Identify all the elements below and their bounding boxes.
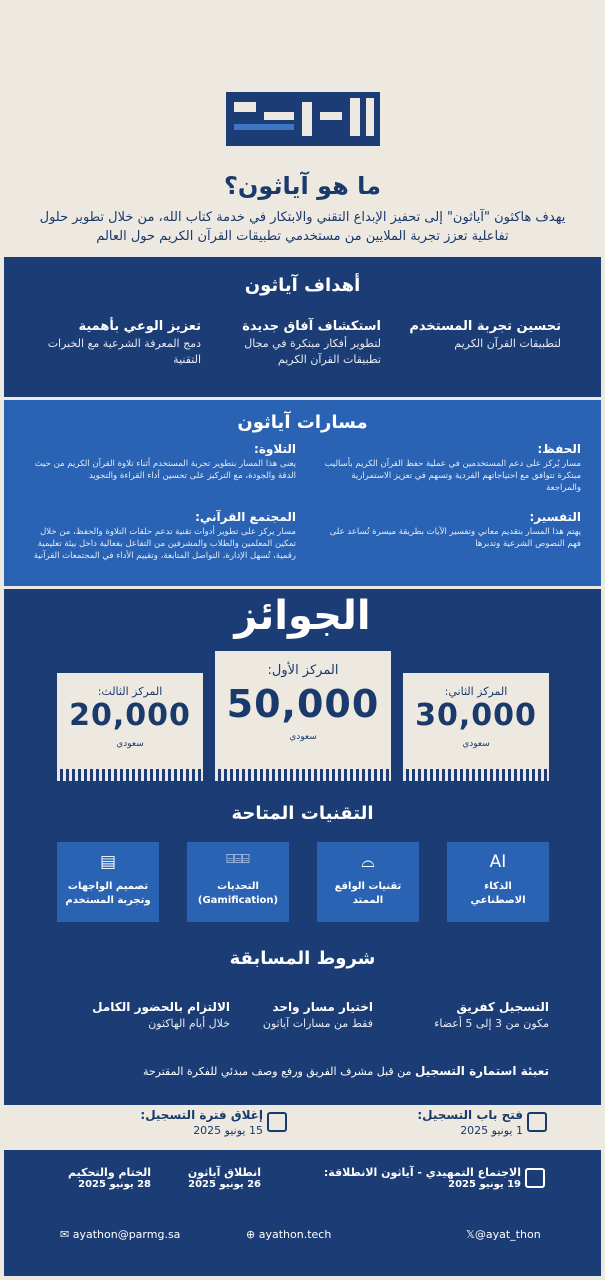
tech-label: تصميم الواجهات	[67, 881, 149, 892]
timeline-launch	[188, 1166, 261, 1190]
contact-email[interactable]	[60, 1228, 180, 1241]
tech-label: وتجربة المستخدم	[65, 895, 151, 906]
tech-label: الممتد	[352, 895, 384, 906]
hero-section	[0, 0, 605, 255]
tech-label: التحديات	[217, 881, 259, 892]
hero-description: يهدف هاكثون "آياثون" إلى تحفيز الإبداع التقني والابتكار في خدمة كتاب الله، من خلال تطوير حلول تفاعلية تعزز تجربة الملايين من مستخدمي تطبيقات القرآن الكريم حول العالم	[39, 210, 566, 244]
goal-item	[31, 319, 201, 368]
contact-website[interactable]	[246, 1228, 331, 1241]
registration-note	[49, 1064, 549, 1078]
email-text: ayathon@parmg.sa	[72, 1228, 181, 1241]
track-title: الحفظ:	[537, 442, 581, 456]
tech-label: تقنيات الواقع	[334, 881, 402, 892]
goal-item	[211, 319, 381, 368]
track-desc: يهتم هذا المسار بتقديم معاني وتفسير الآيات بطريقة ميسرة تُساعد على فهم النصوص الشرعية وتدبرها	[329, 527, 581, 549]
tracks-section	[4, 400, 601, 586]
goals-section	[4, 257, 601, 397]
calendar-icon	[267, 1112, 287, 1132]
condition-desc: خلال أيام الهاكثون	[148, 1017, 230, 1030]
prize-first-card	[215, 651, 391, 769]
track-desc: يعنى هذا المسار بتطوير تجربة المستخدم أثناء تلاوة القرآن الكريم من حيث الدقة والجودة، مع التركيز على تحسين أداء القراءة والتجويد	[34, 459, 296, 481]
registration-close-label: إغلاق فترة التسجيل:	[140, 1108, 263, 1122]
ayathon-logo	[224, 88, 382, 150]
tech-card-gamification	[187, 842, 289, 922]
globe-icon: ⊕	[246, 1228, 259, 1241]
mail-icon: ✉	[60, 1228, 73, 1241]
gamification-icon: ⌸⌸⌸	[226, 852, 250, 867]
goal-title: تعزيز الوعي بأهمية	[78, 319, 201, 334]
condition-title: الالتزام بالحضور الكامل	[92, 1000, 230, 1014]
track-item	[31, 442, 296, 482]
goals-title: أهداف آياثون	[244, 275, 361, 296]
prize-currency: سعودي	[289, 732, 317, 742]
track-item	[31, 510, 296, 562]
condition-desc: مكون من 3 إلى 5 أعضاء	[434, 1017, 549, 1030]
ux-design-icon: ▤	[99, 852, 117, 872]
tech-label: الذكاء	[484, 881, 512, 892]
timeline-launch-date: 26 يونيو 2025	[188, 1179, 261, 1190]
prize-amount: 30,000	[415, 698, 537, 733]
x-icon: 𝕏	[466, 1228, 475, 1241]
registration-close	[140, 1108, 263, 1137]
tech-label: الاصطناعي	[470, 895, 526, 906]
registration-open-date: 1 يونيو 2025	[460, 1124, 523, 1137]
contact-x[interactable]	[466, 1228, 541, 1241]
x-handle-text: @ayat_thon	[474, 1228, 541, 1241]
prize-rank: المركز الثاني:	[444, 685, 508, 698]
goal-desc: دمج المعرفة الشرعية مع الخبرات التقنية	[47, 337, 201, 366]
timeline-kickoff	[324, 1166, 521, 1190]
calendar-icon	[525, 1168, 545, 1188]
timeline-launch-label: انطلاق آياثون	[187, 1166, 261, 1179]
prize-currency: سعودي	[462, 739, 490, 749]
conditions-title: شروط المسابقة	[229, 948, 376, 969]
registration-close-date: 15 يونيو 2025	[193, 1124, 263, 1137]
timeline-closing	[68, 1166, 151, 1190]
technologies-title: التقنيات المتاحة	[231, 803, 374, 824]
timeline-kickoff-date: 19 يونيو 2025	[448, 1179, 521, 1190]
prize-third-card	[57, 673, 203, 769]
prizes-title: الجوائز	[234, 593, 371, 639]
track-title: التلاوة:	[254, 442, 296, 456]
website-text: ayathon.tech	[258, 1228, 332, 1241]
goal-title: تحسين تجربة المستخدم	[409, 319, 561, 334]
tech-card-ux	[57, 842, 159, 922]
goal-title: استكشاف آفاق جديدة	[242, 319, 381, 334]
condition-title: التسجيل كفريق	[456, 1000, 549, 1014]
ai-icon: AI	[489, 852, 507, 872]
track-desc: مسار يُركز على دعم المستخدمين في عملية حفظ القرآن الكريم بأساليب مبتكرة تتوافق مع احتياجاتهم الفردية وتسهم في تعزيز الاستمرارية والمراجعة	[324, 459, 581, 493]
timeline-closing-date: 28 يونيو 2025	[78, 1179, 151, 1190]
track-title: التفسير:	[529, 510, 581, 524]
condition-desc: فقط من مسارات آياثون	[262, 1017, 373, 1030]
goal-desc: لتطوير أفكار مبتكرة في مجال تطبيقات القرآن الكريم	[244, 337, 381, 366]
registration-note-rest: من قبل مشرف الفريق ورفع وصف مبدئي للفكرة المقترحة	[142, 1065, 415, 1078]
prize-amount: 20,000	[69, 698, 191, 733]
registration-note-bold: تعبئة استمارة التسجيل	[414, 1064, 549, 1078]
hero-title: ما هو آياثون؟	[224, 172, 381, 200]
tech-card-ai	[447, 842, 549, 922]
tech-label: (Gamification)	[197, 895, 279, 906]
track-item	[316, 442, 581, 494]
prize-rank: المركز الثالث:	[97, 685, 163, 698]
prize-pattern	[403, 769, 549, 781]
prize-amount: 50,000	[226, 682, 380, 726]
registration-open	[417, 1108, 523, 1137]
calendar-icon	[527, 1112, 547, 1132]
timeline-kickoff-label: الاجتماع التمهيدي - آياثون الانطلاقة:	[323, 1166, 521, 1179]
goal-item	[391, 319, 561, 352]
condition-title: اختيار مسار واحد	[272, 1000, 373, 1014]
timeline-closing-label: الختام والتحكيم	[67, 1166, 151, 1179]
condition-item	[50, 1000, 230, 1030]
tech-card-xr	[317, 842, 419, 922]
vr-headset-icon: ⌓	[361, 852, 375, 872]
track-desc: مسار يركز على تطوير أدوات تقنية تدعم حلقات التلاوة والحفظ، من خلال تمكين المعلمين والطلاب والمشرفين من التفاعل بفعالية داخل بيئة تعليمية رقمية، تُسهل الإدارة، التواصل المتابعة، وتقييم الأداء في المجتمعات القرآنية	[33, 527, 296, 561]
track-title: المجتمع القرآني:	[195, 510, 296, 524]
timeline-section	[4, 1150, 601, 1276]
registration-open-label: فتح باب التسجيل:	[417, 1108, 523, 1122]
prize-currency: سعودي	[116, 739, 144, 749]
prize-pattern	[215, 769, 391, 781]
tracks-title: مسارات آياثون	[237, 412, 368, 433]
prize-second-card	[403, 673, 549, 769]
track-item	[316, 510, 581, 550]
prize-rank: المركز الأول:	[267, 663, 339, 678]
prize-pattern	[57, 769, 203, 781]
condition-item	[374, 1000, 549, 1030]
goal-desc: لتطبيقات القرآن الكريم	[454, 337, 561, 350]
